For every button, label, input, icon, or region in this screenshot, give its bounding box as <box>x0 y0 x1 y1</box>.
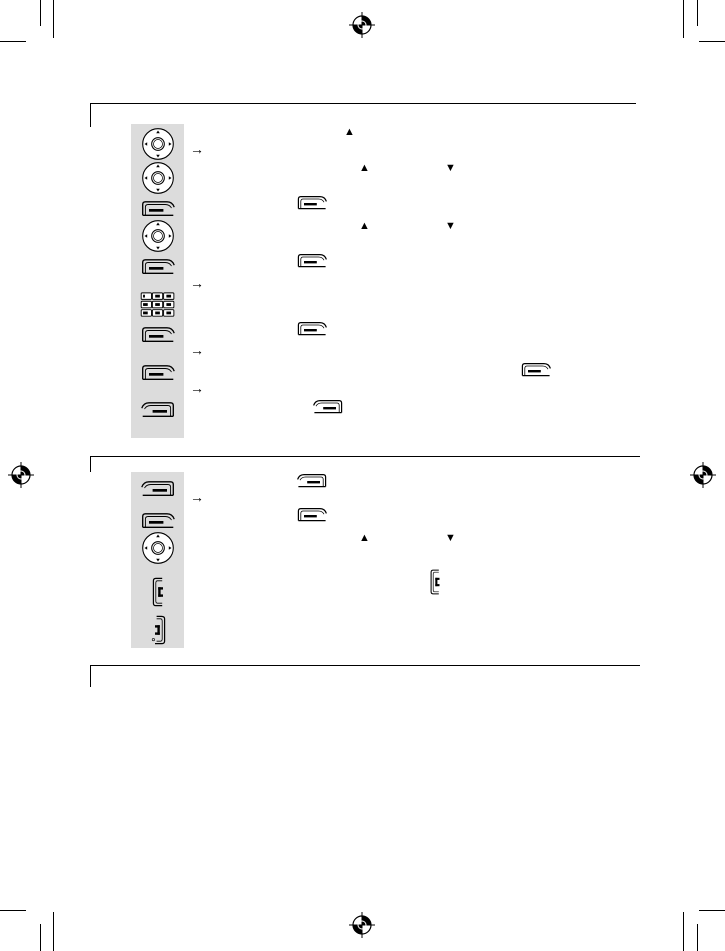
section-divider-tick <box>90 665 91 687</box>
section-divider <box>90 456 640 457</box>
crop-mark <box>40 0 41 26</box>
crop-mark <box>699 910 725 911</box>
crop-mark <box>683 912 684 951</box>
up-arrow-icon: ▲ <box>359 220 370 232</box>
result-arrow: → <box>190 275 204 291</box>
crop-mark <box>0 41 26 42</box>
section-divider-tick <box>90 456 91 472</box>
left-softkey-icon <box>140 512 176 530</box>
left-softkey-icon <box>140 326 176 344</box>
nav-key-icon <box>140 126 176 162</box>
right-softkey-icon <box>140 480 176 498</box>
talk-key-icon <box>151 576 167 608</box>
section-divider <box>90 103 636 104</box>
nav-key-icon <box>140 160 176 196</box>
section-divider-tick <box>90 103 91 127</box>
nav-key-icon <box>140 530 176 566</box>
crop-mark <box>697 0 698 26</box>
result-arrow: → <box>190 380 204 396</box>
right-softkey-icon <box>296 473 328 489</box>
left-softkey-icon <box>140 364 176 382</box>
left-softkey-icon <box>140 200 176 218</box>
crop-mark <box>40 924 41 951</box>
up-arrow-icon: ▲ <box>359 532 370 544</box>
registration-mark-icon <box>690 462 716 488</box>
left-softkey-icon <box>296 195 328 211</box>
result-arrow: → <box>190 489 204 505</box>
section-divider <box>90 665 640 666</box>
talk-key-icon <box>429 568 443 596</box>
keypad-icon <box>139 291 177 319</box>
left-softkey-icon <box>296 253 328 269</box>
result-arrow: → <box>190 342 204 358</box>
result-arrow: → <box>190 141 204 157</box>
up-arrow-icon: ▲ <box>359 162 370 174</box>
left-softkey-icon <box>296 321 328 337</box>
registration-mark-icon <box>349 12 375 38</box>
end-key-icon <box>150 614 168 646</box>
left-softkey-icon <box>296 507 328 523</box>
crop-mark <box>697 924 698 951</box>
down-arrow-icon: ▼ <box>445 220 456 232</box>
crop-mark <box>0 910 26 911</box>
up-arrow-icon: ▲ <box>344 126 355 138</box>
right-softkey-icon <box>312 399 344 415</box>
crop-mark <box>699 41 725 42</box>
down-arrow-icon: ▼ <box>445 532 456 544</box>
crop-mark <box>53 0 54 38</box>
down-arrow-icon: ▼ <box>445 162 456 174</box>
left-softkey-icon <box>140 258 176 276</box>
registration-mark-icon <box>349 912 375 938</box>
right-softkey-icon <box>140 401 176 419</box>
registration-mark-icon <box>8 462 34 488</box>
crop-mark <box>683 0 684 38</box>
crop-mark <box>53 912 54 951</box>
nav-key-icon <box>140 218 176 254</box>
left-softkey-icon <box>520 362 552 378</box>
